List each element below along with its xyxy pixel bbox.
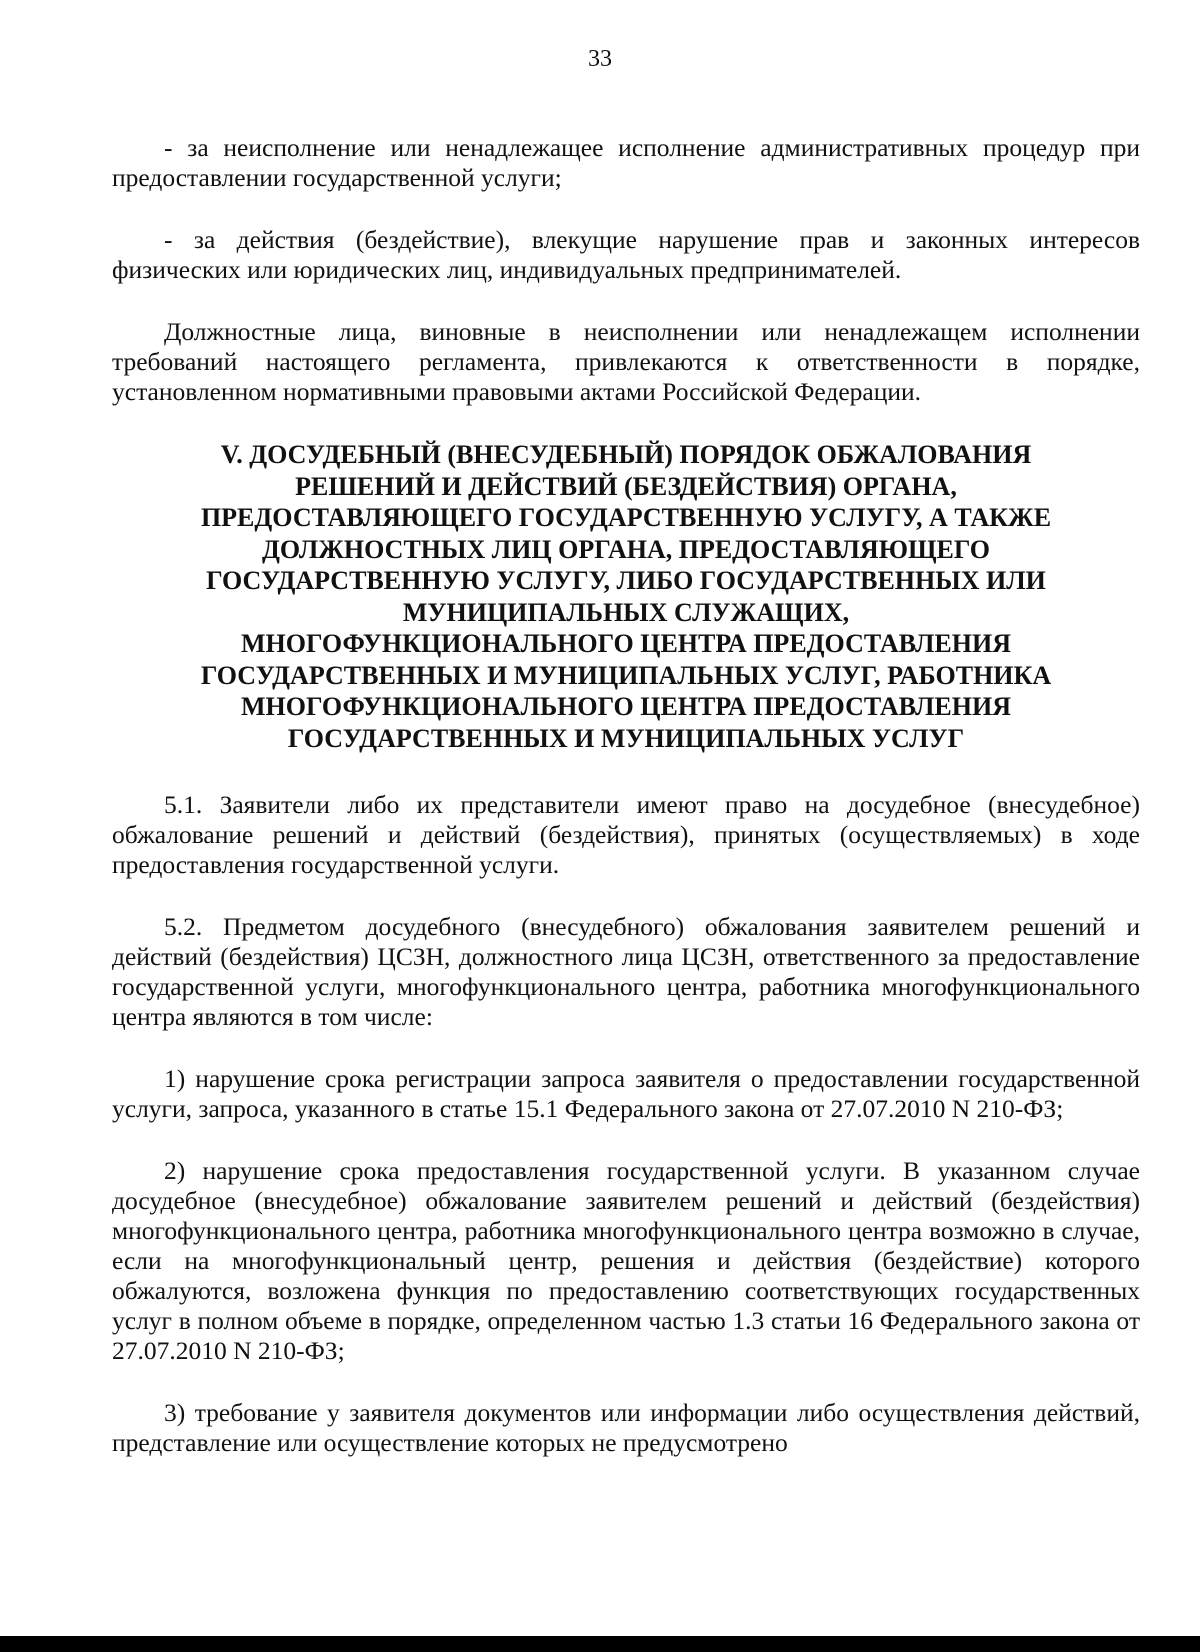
list-item-2: 2) нарушение срока предоставления государственной услуги. В указанном случае досудебное (внесудебное) обжалование заявителем решений и действий (бездействия) многофункционального центра, работника многофункционального центра возможно в случае, если на многофункциональный центр, решения и действия (бездействие) которого обжалуются, возложена функция по предоставлению соответствующих государственных услуг в полном объеме в порядке, определенном частью 1.3 статьи 16 Федерального закона от 27.07.2010 N 210-ФЗ; <box>112 1156 1140 1365</box>
section-heading-line: ПРЕДОСТАВЛЯЮЩЕГО ГОСУДАРСТВЕННУЮ УСЛУГУ, А ТАКЖЕ <box>200 503 1052 532</box>
paragraph-procedures-liability: - за неисполнение или ненадлежащее исполнение административных процедур при предоставлении государственной услуги; <box>112 133 1140 192</box>
paragraph-5-2: 5.2. Предметом досудебного (внесудебного) обжалования заявителем решений и действий (бездействия) ЦСЗН, должностного лица ЦСЗН, ответственного за предоставление государственной услуги, многофункционального центра, работника многофункционального центра являются в том числе: <box>112 912 1140 1031</box>
section-heading-line: МУНИЦИПАЛЬНЫХ СЛУЖАЩИХ, <box>402 597 850 627</box>
paragraph-5-1: 5.1. Заявители либо их представители имеют право на досудебное (внесудебное) обжалование решений и действий (бездействия), принятых (осуществляемых) в ходе предоставления государственной услуги. <box>112 790 1140 879</box>
page-number: 33 <box>588 46 612 72</box>
section-heading-line: ГОСУДАРСТВЕННЫХ И МУНИЦИПАЛЬНЫХ УСЛУГ, РАБОТНИКА <box>200 660 1052 690</box>
document-body <box>112 133 1140 1490</box>
section-heading-line: V. ДОСУДЕБНЫЙ (ВНЕСУДЕБНЫЙ) ПОРЯДОК ОБЖАЛОВАНИЯ <box>220 440 1032 469</box>
section-heading-line: МНОГОФУНКЦИОНАЛЬНОГО ЦЕНТРА ПРЕДОСТАВЛЕНИЯ <box>241 692 1011 721</box>
section-heading-line: ГОСУДАРСТВЕННУЮ УСЛУГУ, ЛИБО ГОСУДАРСТВЕННЫХ ИЛИ <box>206 566 1046 595</box>
paragraph-officials-liability: Должностные лица, виновные в неисполнении или ненадлежащем исполнении требований настоящего регламента, привлекаются к ответственности в порядке, установленном нормативными правовыми актами Российской Федерации. <box>112 317 1140 406</box>
section-heading <box>112 439 1140 754</box>
list-item-3: 3) требование у заявителя документов или информации либо осуществления действий, представление или осуществление которых не предусмотрено <box>112 1398 1140 1457</box>
scan-bottom-edge <box>0 1636 1200 1652</box>
section-heading-line: МНОГОФУНКЦИОНАЛЬНОГО ЦЕНТРА ПРЕДОСТАВЛЕНИЯ <box>241 629 1011 658</box>
section-heading-line: ДОЛЖНОСТНЫХ ЛИЦ ОРГАНА, ПРЕДОСТАВЛЯЮЩЕГО <box>262 534 990 564</box>
section-heading-line: ГОСУДАРСТВЕННЫХ И МУНИЦИПАЛЬНЫХ УСЛУГ <box>287 723 965 753</box>
list-item-1: 1) нарушение срока регистрации запроса заявителя о предоставлении государственной услуги, запроса, указанного в статье 15.1 Федерального закона от 27.07.2010 N 210-ФЗ; <box>112 1064 1140 1123</box>
paragraph-actions-liability: - за действия (бездействие), влекущие нарушение прав и законных интересов физических или юридических лиц, индивидуальных предпринимателей. <box>112 225 1140 284</box>
section-heading-line: РЕШЕНИЙ И ДЕЙСТВИЙ (БЕЗДЕЙСТВИЯ) ОРГАНА, <box>295 471 957 501</box>
